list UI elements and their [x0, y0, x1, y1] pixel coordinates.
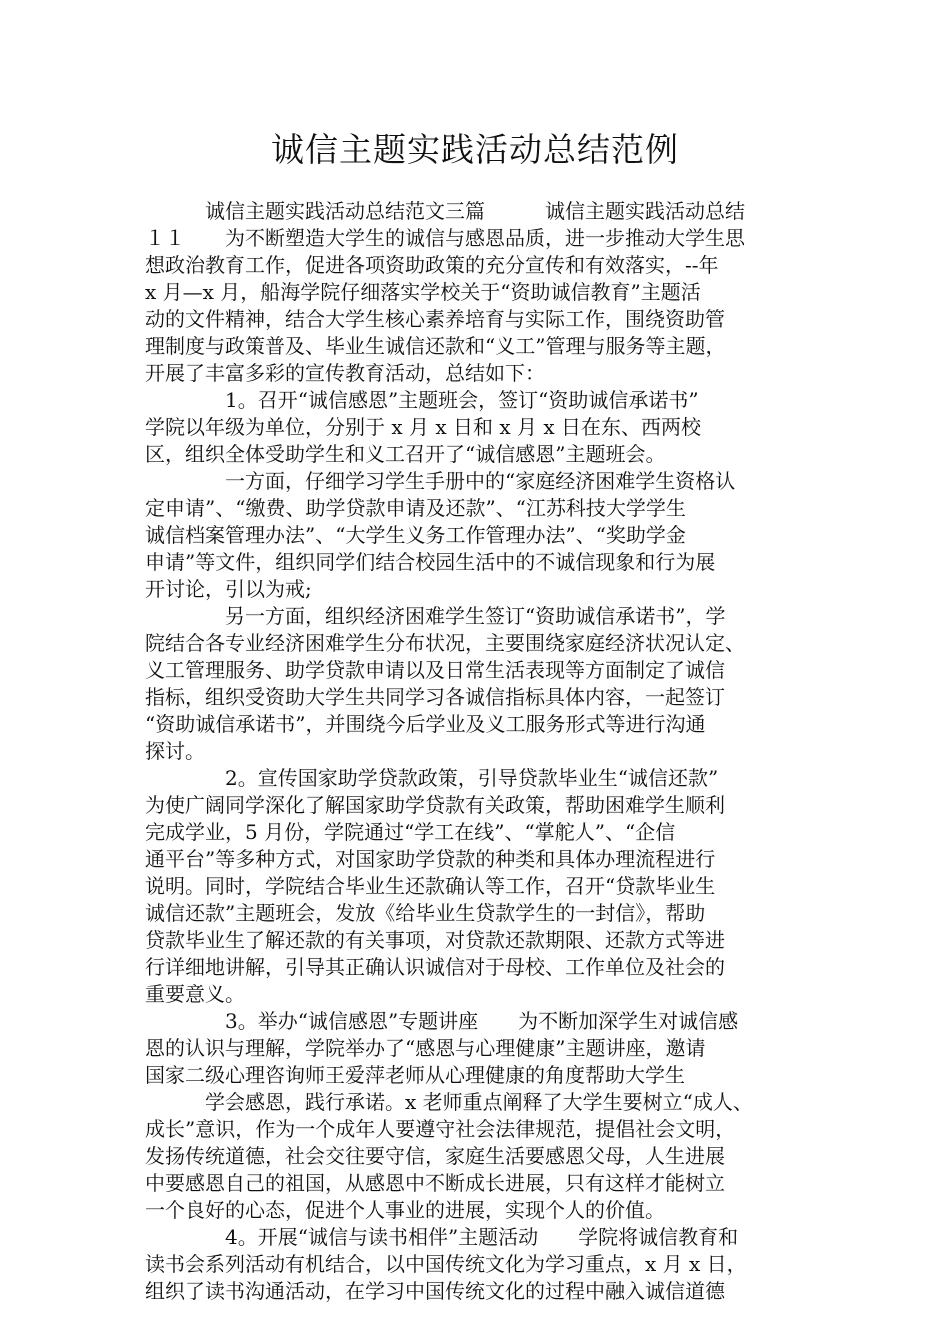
text-line: 为使广阔同学深化了解国家助学贷款有关政策，帮助困难学生顺利: [145, 793, 725, 817]
text-line: 重要意义。: [145, 982, 245, 1006]
text-line: 开讨论，引以为戒;: [145, 577, 312, 601]
text-line: 4。开展“诚信与读书相伴”主题活动 学院将诚信教育和: [225, 1225, 739, 1249]
text-line: 贷款毕业生了解还款的有关事项，对贷款还款期限、还款方式等进: [145, 928, 725, 952]
text-line: 院结合各专业经济困难学生分布状况，主要围绕家庭经济状况认定、: [145, 631, 745, 655]
text-line: 2。宣传国家助学贷款政策，引导贷款毕业生“诚信还款”: [225, 766, 719, 790]
text-line: 申请”等文件，组织同学们结合校园生活中的不诚信现象和行为展: [145, 550, 716, 574]
text-line: 成长”意识，作为一个成年人要遵守社会法律规范，提倡社会文明，: [145, 1117, 736, 1141]
text-line: 动的文件精神，结合大学生核心素养培育与实际工作，围绕资助管: [145, 307, 725, 331]
text-line: 义工管理服务、助学贷款申请以及日常生活表现等方面制定了诚信: [145, 658, 725, 682]
text-line: 通平台”等多种方式，对国家助学贷款的种类和具体办理流程进行: [145, 847, 716, 871]
text-line: 3。举办“诚信感恩”专题讲座 为不断加深学生对诚信感: [225, 1009, 739, 1033]
text-line: 恩的认识与理解，学院举办了“感恩与心理健康”主题讲座，邀请: [145, 1036, 706, 1060]
text-line: “资助诚信承诺书”，并围绕今后学业及义工服务形式等进行沟通: [145, 712, 706, 736]
text-line: 组织了读书沟通活动，在学习中国传统文化的过程中融入诚信道德: [145, 1279, 725, 1303]
text-line: x 月—x 月，船海学院仔细落实学校关于“资助诚信教育”主题活: [145, 280, 701, 304]
text-line: 另一方面，组织经济困难学生签订“资助诚信承诺书”，学: [225, 604, 726, 628]
text-line: 学会感恩，践行承诺。x 老师重点阐释了大学生要树立“成人、: [205, 1090, 753, 1114]
text-line: 一个良好的心态，促进个人事业的进展，实现个人的价值。: [145, 1198, 665, 1222]
text-line: 说明。同时，学院结合毕业生还款确认等工作，召开“贷款毕业生: [145, 874, 716, 898]
text-line: 学院以年级为单位，分别于 x 月 x 日和 x 月 x 日在东、西两校: [145, 415, 701, 439]
text-line: 区，组织全体受助学生和义工召开了“诚信感恩”主题班会。: [145, 442, 666, 466]
text-line: 1。召开“诚信感恩”主题班会，签订“资助诚信承诺书”: [225, 388, 699, 412]
text-line: 探讨。: [145, 739, 205, 763]
document-body: [145, 198, 817, 1305]
text-line: 国家二级心理咨询师王爱萍老师从心理健康的角度帮助大学生: [145, 1063, 685, 1087]
text-line: 完成学业，5 月份，学院通过“学工在线”、“掌舵人”、“企信: [145, 820, 676, 844]
text-line: 定申请”、“缴费、助学贷款申请及还款”、“江苏科技大学学生: [145, 496, 686, 520]
text-line: 诚信主题实践活动总结范文三篇 诚信主题实践活动总结: [205, 199, 745, 223]
text-line: 发扬传统道德，社会交往要守信，家庭生活要感恩父母，人生进展: [145, 1144, 725, 1168]
text-line: １１ 为不断塑造大学生的诚信与感恩品质，进一步推动大学生思: [145, 226, 745, 250]
text-line: 开展了丰富多彩的宣传教育活动，总结如下：: [145, 361, 545, 385]
text-line: 理制度与政策普及、毕业生诚信还款和“义工”管理与服务等主题，: [145, 334, 726, 358]
text-line: 想政治教育工作，促进各项资助政策的充分宣传和有效落实，--年: [145, 253, 719, 277]
text-line: 读书会系列活动有机结合，以中国传统文化为学习重点，x 月 x 日，: [145, 1252, 747, 1276]
text-line: 诚信档案管理办法”、“大学生义务工作管理办法”、“奖助学金: [145, 523, 686, 547]
text-line: 行详细地讲解，引导其正确认识诚信对于母校、工作单位及社会的: [145, 955, 725, 979]
document-title: 诚信主题实践活动总结范例: [271, 130, 679, 169]
text-line: 诚信还款”主题班会，发放《给毕业生贷款学生的一封信》，帮助: [145, 901, 706, 925]
text-line: 中要感恩自己的祖国，从感恩中不断成长进展，只有这样才能树立: [145, 1171, 725, 1195]
text-line: 指标，组织受资助大学生共同学习各诚信指标具体内容，一起签订: [145, 685, 725, 709]
text-line: 一方面，仔细学习学生手册中的“家庭经济困难学生资格认: [225, 469, 736, 493]
